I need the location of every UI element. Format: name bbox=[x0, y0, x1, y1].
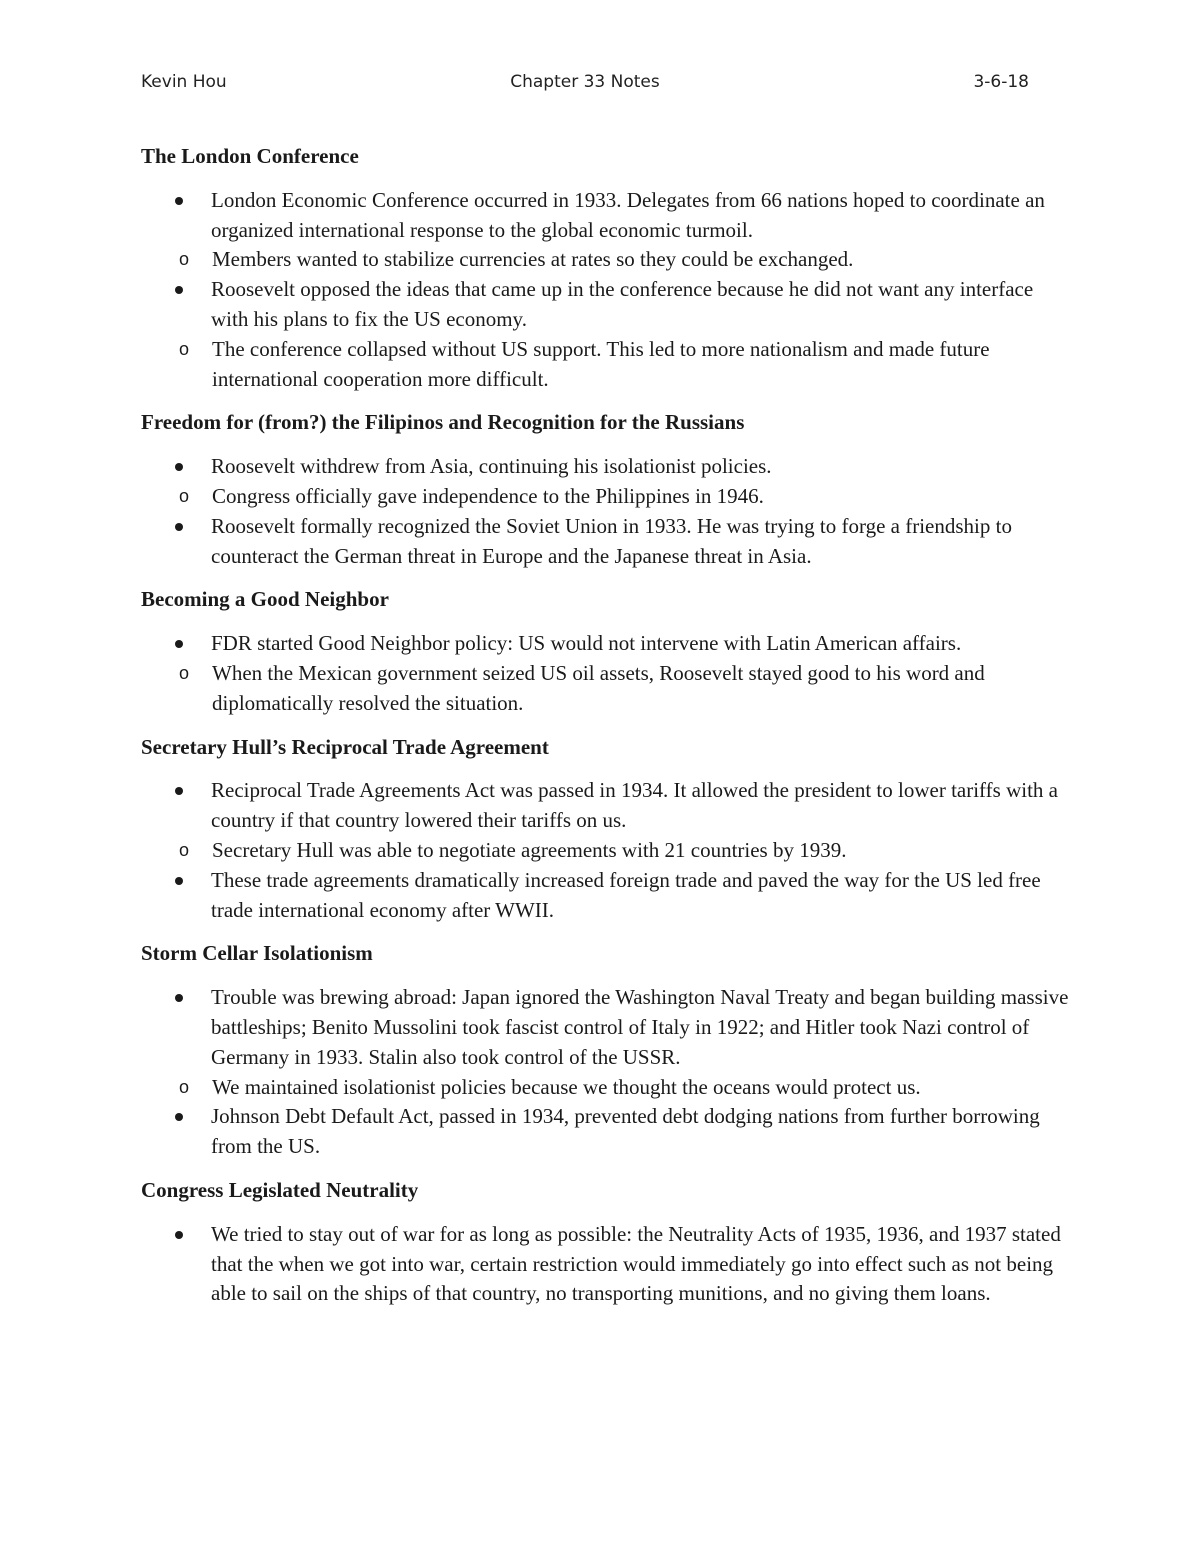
section-heading: Becoming a Good Neighbor bbox=[141, 587, 389, 612]
bullet-dot-icon bbox=[175, 994, 183, 1002]
sub-bullet-item bbox=[141, 836, 1071, 866]
bullet-dot-icon bbox=[175, 1231, 183, 1239]
document-date: 3-6-18 bbox=[973, 72, 1029, 92]
bullet-item bbox=[141, 452, 1071, 482]
sub-bullet-text: When the Mexican government seized US oil assets, Roosevelt stayed good to his word and diplomatically resolved the situation. bbox=[212, 660, 985, 715]
bullet-item bbox=[141, 186, 1071, 246]
circle-bullet-icon: o bbox=[179, 839, 190, 860]
sub-bullet-item bbox=[141, 659, 1071, 719]
circle-bullet-icon: o bbox=[179, 338, 190, 359]
sub-bullet-text: We maintained isolationist policies because we thought the oceans would protect us. bbox=[212, 1074, 921, 1099]
bullet-dot-icon bbox=[175, 787, 183, 795]
sub-bullet-text: Members wanted to stabilize currencies at rates so they could be exchanged. bbox=[212, 247, 854, 272]
bullet-text: Reciprocal Trade Agreements Act was passed in 1934. It allowed the president to lower tariffs with a country if that country lowered their tariffs on us. bbox=[211, 778, 1058, 833]
section-heading: The London Conference bbox=[141, 144, 359, 168]
notes-body bbox=[141, 142, 1071, 1323]
sub-bullet-list bbox=[141, 659, 1071, 719]
bullet-dot-icon bbox=[175, 1113, 183, 1121]
bullet-list bbox=[141, 629, 1071, 718]
bullet-item bbox=[141, 275, 1071, 335]
sub-bullet-item bbox=[141, 245, 1071, 275]
bullet-list bbox=[141, 983, 1071, 1162]
bullet-text: Roosevelt opposed the ideas that came up in the conference because he did not want any interface with his plans to fix the US economy. bbox=[211, 277, 1034, 331]
sub-bullet-list bbox=[141, 335, 1071, 395]
bullet-dot-icon bbox=[175, 640, 183, 648]
bullet-dot-icon bbox=[175, 286, 183, 294]
sub-bullet-text: Secretary Hull was able to negotiate agreements with 21 countries by 1939. bbox=[212, 837, 847, 862]
bullet-text: These trade agreements dramatically increased foreign trade and paved the way for the US led free trade international economy after WWII. bbox=[211, 867, 1041, 922]
section-heading: Secretary Hull’s Reciprocal Trade Agreement bbox=[141, 734, 549, 759]
sub-bullet-list bbox=[141, 1073, 1071, 1103]
notes-section bbox=[141, 585, 1071, 718]
circle-bullet-icon: o bbox=[179, 485, 190, 506]
circle-bullet-icon: o bbox=[179, 249, 190, 270]
sub-bullet-list bbox=[141, 836, 1071, 866]
sub-bullet-list bbox=[141, 245, 1071, 275]
circle-bullet-icon: o bbox=[179, 662, 190, 683]
bullet-text: Roosevelt withdrew from Asia, continuing his isolationist policies. bbox=[211, 454, 772, 479]
bullet-list bbox=[141, 452, 1071, 571]
notes-section bbox=[141, 142, 1071, 394]
sub-bullet-text: The conference collapsed without US support. This led to more nationalism and made future international cooperation more difficult. bbox=[212, 336, 990, 391]
sub-bullet-item bbox=[141, 482, 1071, 512]
bullet-list bbox=[141, 776, 1071, 925]
section-heading: Freedom for (from?) the Filipinos and Recognition for the Russians bbox=[141, 410, 745, 435]
notes-section bbox=[141, 939, 1071, 1162]
bullet-item bbox=[141, 983, 1071, 1072]
bullet-item bbox=[141, 866, 1071, 926]
bullet-text: FDR started Good Neighbor policy: US would not intervene with Latin American affairs. bbox=[211, 631, 962, 656]
bullet-list bbox=[141, 1220, 1071, 1309]
sub-bullet-item bbox=[141, 1073, 1071, 1103]
section-heading: Congress Legislated Neutrality bbox=[141, 1177, 419, 1202]
document-title: Chapter 33 Notes bbox=[510, 72, 660, 92]
sub-bullet-list bbox=[141, 482, 1071, 512]
sub-bullet-text: Congress officially gave independence to the Philippines in 1946. bbox=[212, 483, 764, 508]
bullet-text: Roosevelt formally recognized the Soviet Union in 1933. He was trying to forge a friendship to counteract the German threat in Europe and the Japanese threat in Asia. bbox=[211, 513, 1012, 568]
circle-bullet-icon: o bbox=[179, 1076, 190, 1097]
page-header bbox=[141, 72, 1029, 100]
bullet-dot-icon bbox=[175, 523, 183, 531]
bullet-item bbox=[141, 629, 1071, 659]
bullet-dot-icon bbox=[175, 197, 183, 205]
notes-section bbox=[141, 733, 1071, 926]
bullet-item bbox=[141, 1220, 1071, 1309]
notes-section bbox=[141, 408, 1071, 571]
section-heading: Storm Cellar Isolationism bbox=[141, 941, 373, 966]
author-name: Kevin Hou bbox=[141, 72, 227, 92]
bullet-text: Johnson Debt Default Act, passed in 1934, prevented debt dodging nations from further borrowing from the US. bbox=[211, 1104, 1040, 1159]
bullet-text: Trouble was brewing abroad: Japan ignored the Washington Naval Treaty and began building massive battleships; Benito Mussolini took fascist control of Italy in 1922; and Hitler took Nazi control of Germany in 1933. Stalin also took control of the USSR. bbox=[211, 985, 1069, 1069]
notes-section bbox=[141, 1176, 1071, 1309]
bullet-text: We tried to stay out of war for as long as possible: the Neutrality Acts of 1935, 1936, and 1937 stated that the when we got into war, certain restriction would immediately go into effect such as not being able to sail on the ships of that country, no transporting munitions, and no giving them loans. bbox=[211, 1221, 1061, 1306]
bullet-item bbox=[141, 1102, 1071, 1162]
bullet-item bbox=[141, 776, 1071, 836]
sub-bullet-item bbox=[141, 335, 1071, 395]
bullet-list bbox=[141, 186, 1071, 395]
bullet-dot-icon bbox=[175, 877, 183, 885]
bullet-item bbox=[141, 512, 1071, 572]
bullet-text: London Economic Conference occurred in 1933. Delegates from 66 nations hoped to coordinate an organized international response to the global economic turmoil. bbox=[211, 187, 1045, 242]
bullet-dot-icon bbox=[175, 463, 183, 471]
